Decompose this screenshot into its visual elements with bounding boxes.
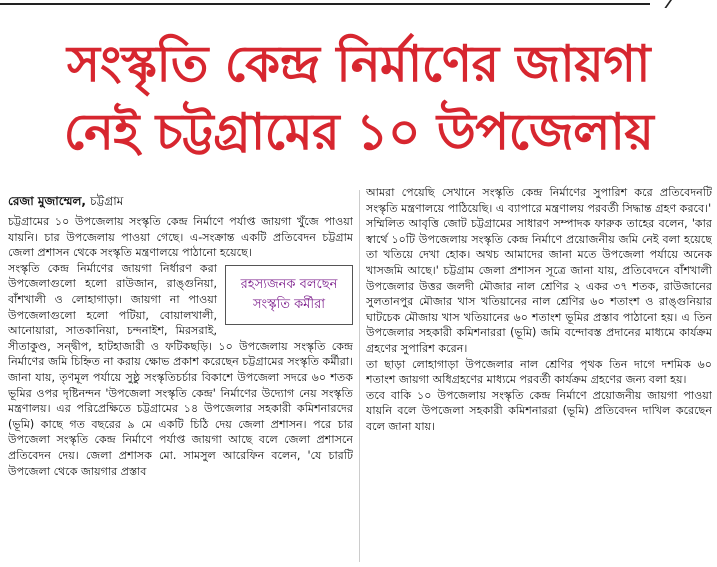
article-right-column (366, 185, 712, 565)
top-rule-notch (644, 0, 677, 8)
headline (6, 30, 711, 166)
headline-line-1: সংস্কৃতি কেন্দ্র নির্মাণের জায়গা (66, 35, 651, 93)
column-divider (359, 190, 360, 562)
paragraph: চট্টগ্রামের ১০ উপজেলায় সংস্কৃতি কেন্দ্র নির্মাণে পর্যাপ্ত জায়গা খুঁজে পাওয়া যায়নি। চার উপজেলায় পাওয়া গেছে। এ-সংক্রান্ত একটি প্রতিবেদন চট্টগ্রাম জেলা প্রশাসন থেকে সংস্কৃতি মন্ত্রণালয়ে পাঠানো হয়েছে। (8, 215, 353, 260)
byline-author: রেজা মুজাম্মেল, (8, 194, 86, 208)
top-rule-line (0, 3, 650, 5)
article-left-column (8, 214, 353, 564)
paragraph: তা ছাড়া লোহাগাড়া উপজেলার নাল শ্রেণির পৃথক তিন দাগে দশমিক ৬০ শতাংশ জায়গা অধিগ্রহণের মাধ্যমে পরবর্তী কার্যক্রম গ্রহণের জন্য বলা হয়। (366, 357, 712, 387)
byline-location: চট্টগ্রাম (90, 194, 124, 208)
paragraph: আমরা পেয়েছি সেখানে সংস্কৃতি কেন্দ্র নির্মাণের সুপারিশ করে প্রতিবেদনটি সংস্কৃতি মন্ত্রণালয়ে পাঠিয়েছি। এ ব্যাপারে মন্ত্রণালয় পরবর্তী সিদ্ধান্ত গ্রহণ করবে।' (366, 186, 712, 215)
pullquote-line-2: সংস্কৃতি কর্মীরা (252, 296, 326, 312)
paragraph: সম্মিলিত আবৃত্তি জোট চট্টগ্রামের সাধারণ সম্পাদক ফারুক তাহের বলেন, 'কার স্বার্থে ১০টি উপজেলায় সংস্কৃতি কেন্দ্র নির্মাণে প্রয়োজনীয় জমি নেই বলা হয়েছে তা খতিয়ে দেখা হোক। অথচ আমাদের জানা মতে উপজেলা পর্যায়ে অনেক খাসজমি আছে।' চট্টগ্রাম জেলা প্রশাসন সূত্রে জানা যায়, প্রতিবেদনে বাঁশখালী উপজেলার উত্তর জলদী মৌজার নাল শ্রেণির ২ একর ৩৭ শতক, রাউজানের সুলতানপুর মৌজার খাস খতিয়ানের নাল শ্রেণির ৬০ শতাংশ ও রাঙ্গুনিয়ার ঘাটচেক মৌজায় খাস খতিয়ানের ৬০ শতাংশ ভূমির প্রস্তাব পাঠানো হয়। এ তিন উপজেলার সহকারী কমিশনাররা (ভূমি) জমি বন্দোবস্ত প্রদানের মাধ্যমে কার্যক্রম গ্রহণের সুপারিশ করেন। (366, 217, 712, 355)
pullquote-line-1: রহস্যজনক বলছেন (240, 276, 338, 292)
paragraph: তবে বাকি ১০ উপজেলায় সংস্কৃতি কেন্দ্র নির্মাণে প্রয়োজনীয় জায়গা পাওয়া যায়নি বলে উপজেলা সহকারী কমিশনাররা (ভূমি) প্রতিবেদন দাখিল করেছেন বলে জানা যায়। (366, 388, 712, 433)
byline (8, 193, 123, 213)
top-rule (0, 0, 717, 8)
paragraph: সংস্কৃতি কেন্দ্র নির্মাণের জায়গা নির্ধারণ করা উপজেলাগুলো হলো রাউজান, রাঙ্গুনিয়া, বাঁশখালী ও লোহাগাড়া। জায়গা না পাওয়া উপজেলাগুলো হলো পটিয়া, বোয়ালখালী, আনোয়ারা, সাতকানিয়া, চন্দনাইশ, মিরসরাই, সীতাকুণ্ড, সন্দ্বীপ, হাটহাজারী ও ফটিকছড়ি। ১০ উপজেলায় সংস্কৃতি কেন্দ্র নির্মাণের জমি চিহ্নিত না করায় ক্ষোভ প্রকাশ করেছেন চট্টগ্রামের সংস্কৃতি কর্মীরা। জানা যায়, তৃণমূল পর্যায়ে সুষ্ঠু সংস্কৃতিচর্চার বিকাশে উপজেলা সদরে ৬০ শতক ভূমির ওপর দৃষ্টিনন্দন 'উপজেলা সংস্কৃতি কেন্দ্র' নির্মাণের উদ্যোগ নেয় সংস্কৃতি মন্ত্রণালয়। এর পরিপ্রেক্ষিতে চট্টগ্রামের ১৪ উপজেলার সহকারী কমিশনারদের (ভূমি) কাছে গত বছরের ৯ মে একটি চিঠি দেয় জেলা প্রশাসন। পরে চার উপজেলা সংস্কৃতি কেন্দ্র নির্মাণে পর্যাপ্ত জায়গা আছে বলে জেলা প্রশাসনে প্রতিবেদন দেয়। জেলা প্রশাসক মো. সামসুল আরেফিন বলেন, 'যে চারটি উপজেলা থেকে জায়গার প্রস্তাব (8, 261, 353, 478)
headline-line-2: নেই চট্টগ্রামের ১০ উপজেলায় (63, 103, 654, 161)
pullquote (225, 265, 353, 325)
